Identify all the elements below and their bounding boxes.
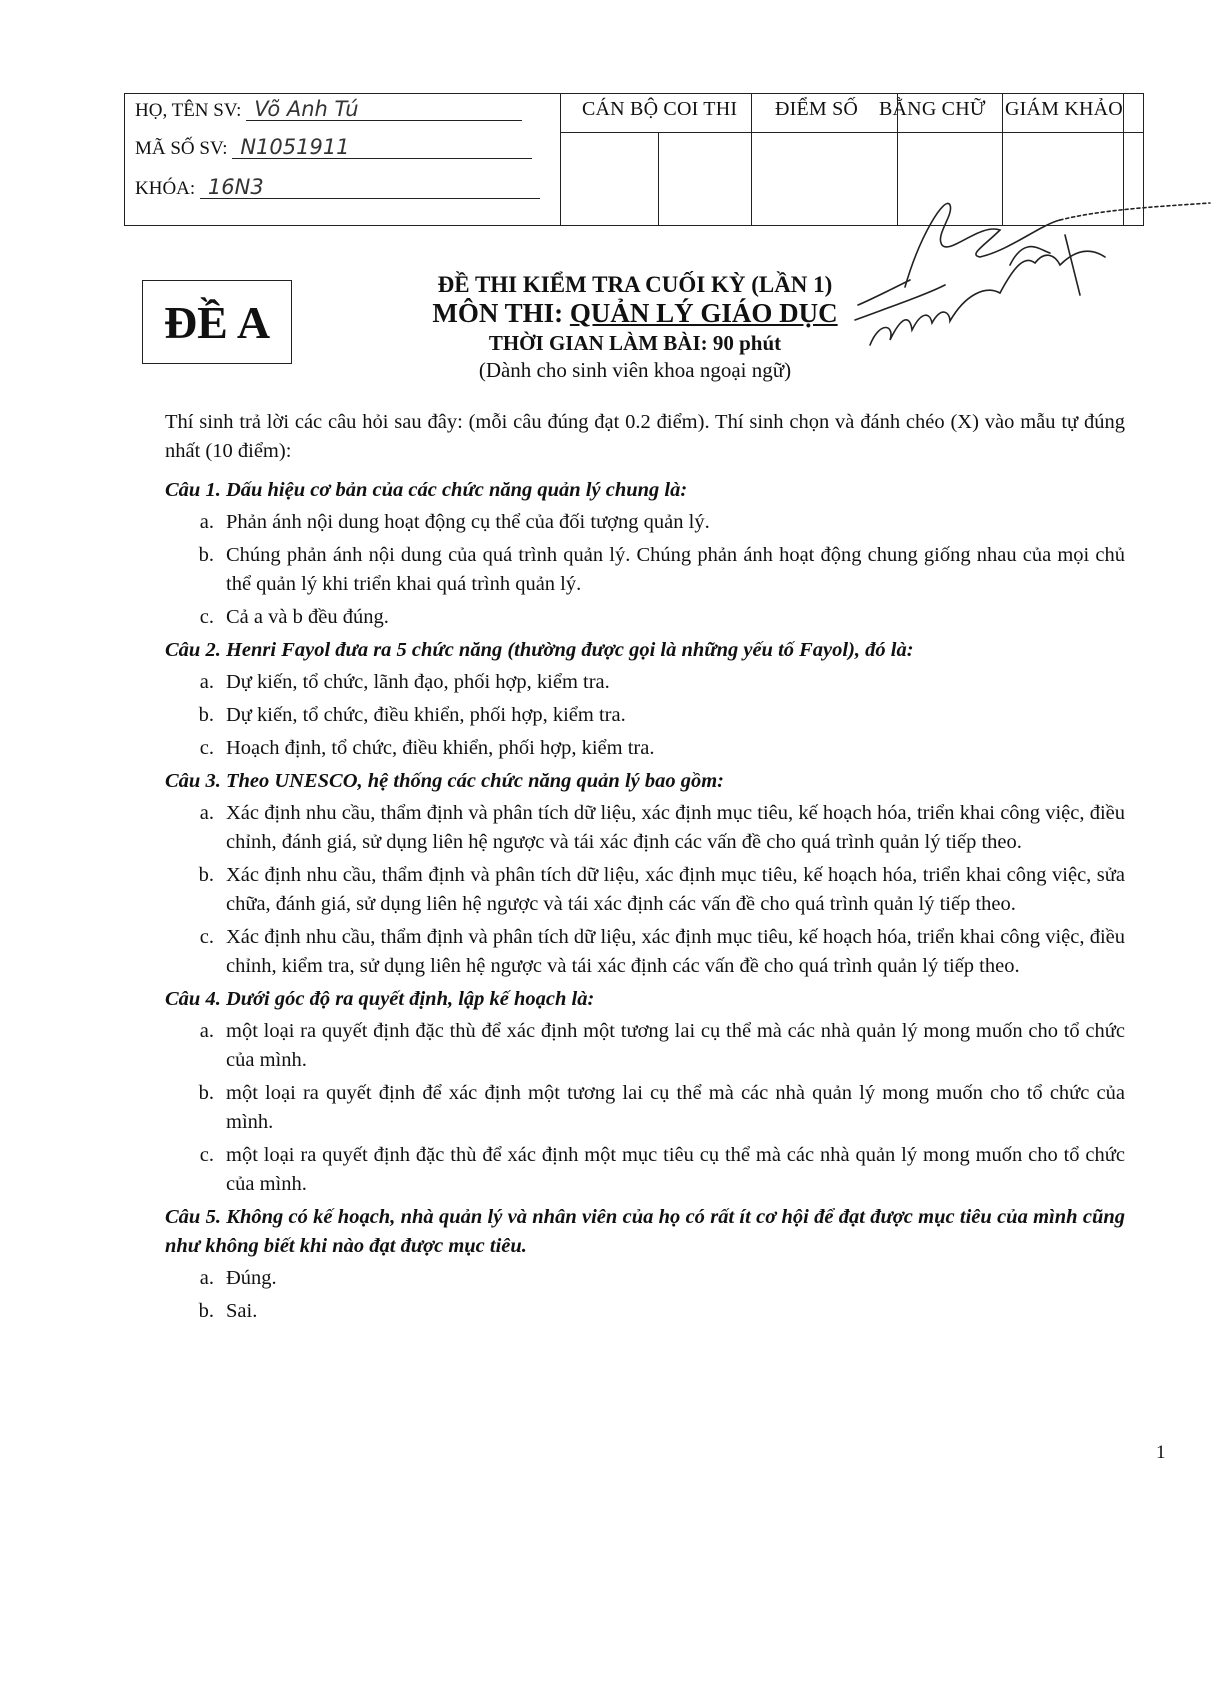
option-letter: b. xyxy=(198,1082,214,1104)
option-letter: b. xyxy=(198,864,214,886)
exam-body xyxy=(165,408,1125,1330)
answer-option[interactable] xyxy=(165,923,1125,981)
option-text: một loại ra quyết định đặc thù để xác định một mục tiêu cụ thể mà các nhà quản lý mong muốn cho tổ chức của mình. xyxy=(226,1144,1125,1195)
option-text: Hoạch định, tổ chức, điều khiển, phối hợp, kiểm tra. xyxy=(226,737,655,759)
col-examiner: GIÁM KHẢO xyxy=(1005,98,1123,120)
question-3: Câu 3. Theo UNESCO, hệ thống các chức năng quản lý bao gồm: xyxy=(165,770,725,792)
col-score: ĐIỂM SỐ xyxy=(775,98,859,120)
option-text: Cả a và b đều đúng. xyxy=(226,606,389,628)
subject-prefix: MÔN THI: xyxy=(432,298,570,328)
option-letter: c. xyxy=(199,737,214,759)
subject-name: QUẢN LÝ GIÁO DỤC xyxy=(569,298,838,328)
answer-option[interactable] xyxy=(165,541,1125,599)
subject-line xyxy=(385,298,885,329)
option-letter: a. xyxy=(199,802,214,824)
option-letter: b. xyxy=(198,704,214,726)
student-id-label: MÃ SỐ SV: xyxy=(135,138,228,159)
option-letter: c. xyxy=(199,926,214,948)
student-name-label: HỌ, TÊN SV: xyxy=(135,100,242,121)
option-letter: b. xyxy=(198,544,214,566)
student-id-row xyxy=(135,136,532,160)
option-letter: a. xyxy=(199,671,214,693)
answer-option[interactable] xyxy=(165,1264,1125,1293)
answer-option[interactable] xyxy=(165,508,1125,537)
duration-line: THỜI GIAN LÀM BÀI: 90 phút xyxy=(488,331,782,355)
option-text: Chúng phản ánh nội dung của quá trình quản lý. Chúng phản ánh hoạt động chung giống nhau của mọi chủ thể quản lý khi triển khai quá trình quản lý. xyxy=(226,544,1125,595)
course-label: KHÓA: xyxy=(135,178,196,199)
question-1: Câu 1. Dấu hiệu cơ bản của các chức năng quản lý chung là: xyxy=(165,479,688,501)
student-id-value: N1051911 xyxy=(232,136,532,159)
option-letter: b. xyxy=(198,1300,214,1322)
option-text: Dự kiến, tổ chức, điều khiển, phối hợp, kiểm tra. xyxy=(226,704,626,726)
col-in-words: BẰNG CHỮ xyxy=(879,98,986,120)
answer-option[interactable] xyxy=(165,861,1125,919)
option-text: một loại ra quyết định đặc thù để xác định một tương lai cụ thể mà các nhà quản lý mong muốn cho tổ chức của mình. xyxy=(226,1020,1125,1071)
option-text: một loại ra quyết định để xác định một tương lai cụ thể mà các nhà quản lý mong muốn cho tổ chức của mình. xyxy=(226,1082,1125,1133)
answer-option[interactable] xyxy=(165,734,1125,763)
answer-option[interactable] xyxy=(165,1079,1125,1137)
option-letter: a. xyxy=(199,1020,214,1042)
option-text: Đúng. xyxy=(226,1267,277,1289)
question-2: Câu 2. Henri Fayol đưa ra 5 chức năng (thường được gọi là những yếu tố Fayol), đó là: xyxy=(165,639,914,661)
question-5: Câu 5. Không có kế hoạch, nhà quản lý và nhân viên của họ có rất ít cơ hội để đạt được mục tiêu của mình cũng như không biết khi nào đạt được mục tiêu. xyxy=(165,1206,1125,1257)
student-name-value: Võ Anh Tú xyxy=(246,98,522,121)
option-text: Xác định nhu cầu, thẩm định và phân tích dữ liệu, xác định mục tiêu, kế hoạch hóa, triển khai công việc, điều chỉnh, kiểm tra, sử dụng liên hệ ngược và tái xác định các vấn đề cho quá trình quản lý tiếp theo. xyxy=(226,926,1125,977)
course-row xyxy=(135,176,540,200)
option-letter: c. xyxy=(199,1144,214,1166)
answer-option[interactable] xyxy=(165,1297,1125,1326)
option-text: Phản ánh nội dung hoạt động cụ thể của đối tượng quản lý. xyxy=(226,511,710,533)
question-list xyxy=(165,476,1125,1326)
answer-option[interactable] xyxy=(165,799,1125,857)
exam-title: ĐỀ THI KIỂM TRA CUỐI KỲ (LẦN 1) xyxy=(437,272,833,297)
question-4: Câu 4. Dưới góc độ ra quyết định, lập kế hoạch là: xyxy=(165,988,595,1010)
option-text: Xác định nhu cầu, thẩm định và phân tích dữ liệu, xác định mục tiêu, kế hoạch hóa, triển khai công việc, sửa chữa, đánh giá, sử dụng liên hệ ngược và tái xác định các vấn đề cho quá trình quản lý tiếp theo. xyxy=(226,864,1125,915)
answer-option[interactable] xyxy=(165,1017,1125,1075)
option-text: Xác định nhu cầu, thẩm định và phân tích dữ liệu, xác định mục tiêu, kế hoạch hóa, triển khai công việc, điều chỉnh, đánh giá, sử dụng liên hệ ngược và tái xác định các vấn đề cho quá trình quản lý tiếp theo. xyxy=(226,802,1125,853)
option-letter: c. xyxy=(199,606,214,628)
proctor-signature xyxy=(850,195,1220,375)
answer-option[interactable] xyxy=(165,603,1125,632)
option-text: Sai. xyxy=(226,1300,258,1322)
col-proctor: CÁN BỘ COI THI xyxy=(582,98,738,120)
audience-line: (Dành cho sinh viên khoa ngoại ngữ) xyxy=(478,358,792,382)
answer-option[interactable] xyxy=(165,701,1125,730)
option-letter: a. xyxy=(199,511,214,533)
student-name-row xyxy=(135,98,522,122)
exam-code-box xyxy=(142,280,292,364)
exam-code: ĐỀ A xyxy=(163,296,271,348)
page-number: 1 xyxy=(1156,1442,1166,1463)
option-text: Dự kiến, tổ chức, lãnh đạo, phối hợp, kiểm tra. xyxy=(226,671,610,693)
course-value: 16N3 xyxy=(200,176,540,199)
answer-option[interactable] xyxy=(165,668,1125,697)
option-letter: a. xyxy=(199,1267,214,1289)
instructions: Thí sinh trả lời các câu hỏi sau đây: (mỗi câu đúng đạt 0.2 điểm). Thí sinh chọn và đánh chéo (X) vào mẫu tự đúng nhất (10 điểm): xyxy=(165,411,1125,462)
answer-option[interactable] xyxy=(165,1141,1125,1199)
